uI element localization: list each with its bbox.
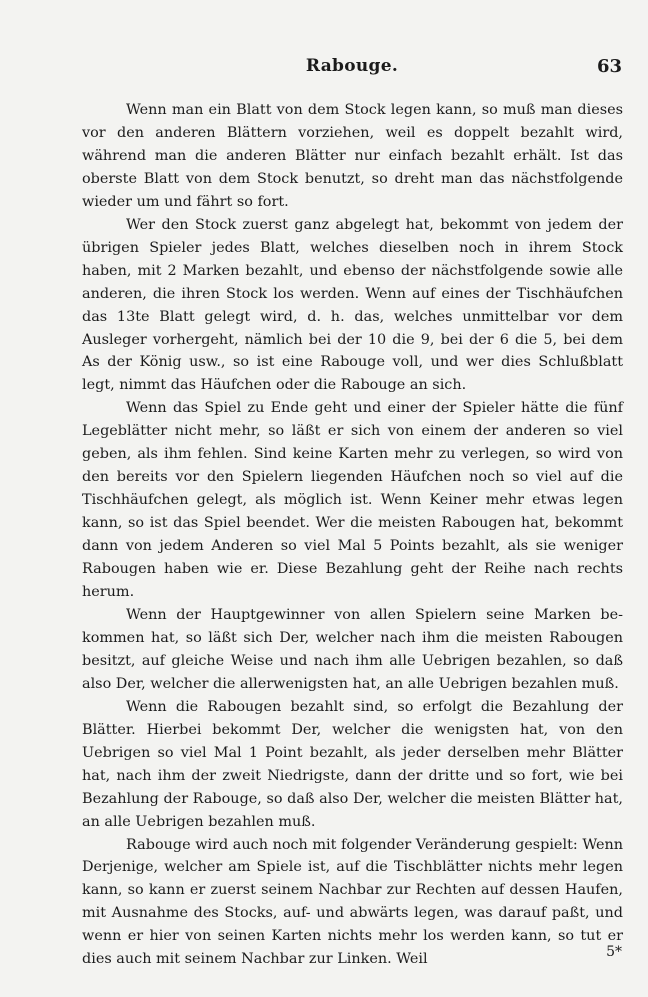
body-text bbox=[82, 99, 623, 971]
page-header bbox=[82, 56, 622, 86]
paragraph-6: Rabouge wird auch noch mit folgender Veränderung gespielt: Wenn Derjenige, welcher am Spiele ist, auf die Tischblätter nichts mehr legen kann, so kann er zuerst seinem Nachbar zur Rechten auf dessen Haufen, mit Ausnahme des Stocks, auf- und abwärts legen, was darauf paßt, und wenn er hier von seinen Karten nichts mehr los werden kann, so tut er dies auch mit seinem Nachbar zur Linken. Weil bbox=[82, 836, 623, 968]
running-title: Rabouge. bbox=[305, 56, 399, 76]
paragraph-2: Wer den Stock zuerst ganz abgelegt hat, bekommt von jedem der übrigen Spieler jedes Blatt, welches dieselben noch in ihrem Stock haben, mit 2 Marken bezahlt, und ebenso der nächstfolgende sowie alle anderen, die ihren Stock los werden. Wenn auf eines der Tischhäufchen das 13te Blatt gelegt wird, d. h. das, welches unmittelbar vor dem Ausleger vorhergeht, nämlich bei der 10 die 9, bei der 6 die 5, bei dem As der König usw., so ist eine Rabouge voll, und wer dies Schlußblatt legt, nimmt das Häufchen oder die Rabouge an sich. bbox=[82, 216, 623, 394]
paragraph-5: Wenn die Rabougen bezahlt sind, so erfolgt die Bezahlung der Blätter. Hierbei bekommt Der, welcher die wenigsten hat, von den Uebrigen so viel Mal 1 Point bezahlt, als jeder derselben mehr Blätter hat, nach ihm der zweit Niedrigste, dann der dritte und so fort, wie bei Bezahlung der Rabouge, so daß also Der, welcher die meisten Blätter hat, an alle Uebrigen bezahlen muß. bbox=[82, 698, 623, 830]
signature-mark: 5* bbox=[606, 944, 622, 960]
paragraph-3: Wenn das Spiel zu Ende geht und einer der Spieler hätte die fünf Legeblätter nicht mehr, so läßt er sich von einem der anderen so viel geben, als ihm fehlen. Sind keine Karten mehr zu verlegen, so wird von den bereits vor den Spielern liegenden Häufchen noch so viel auf die Tischhäufchen gelegt, als möglich ist. Wenn Keiner mehr etwas legen kann, so ist das Spiel beendet. Wer die meisten Rabougen hat, bekommt dann von jedem Anderen so viel Mal 5 Points bezahlt, als sie weniger Rabougen haben wie er. Diese Bezahlung geht der Reihe nach rechts herum. bbox=[82, 400, 623, 601]
paragraph-4: Wenn der Hauptgewinner von allen Spielern seine Marken bekommen hat, so läßt sich Der, welcher nach ihm die meisten Rabougen besitzt, auf gleiche Weise und nach ihm alle Uebrigen bezahlen, so daß also Der, welcher die allerwenigsten hat, an alle Uebrigen bezahlen muß. bbox=[82, 606, 623, 692]
page-number: 63 bbox=[596, 56, 622, 77]
paragraph-1: Wenn man ein Blatt von dem Stock legen kann, so muß man dieses vor den anderen Blättern vorziehen, weil es doppelt bezahlt wird, während man die anderen Blätter nur einfach bezahlt erhält. Ist das oberste Blatt von dem Stock benutzt, so dreht man das nächstfolgende wieder um und fährt so fort. bbox=[82, 102, 623, 210]
